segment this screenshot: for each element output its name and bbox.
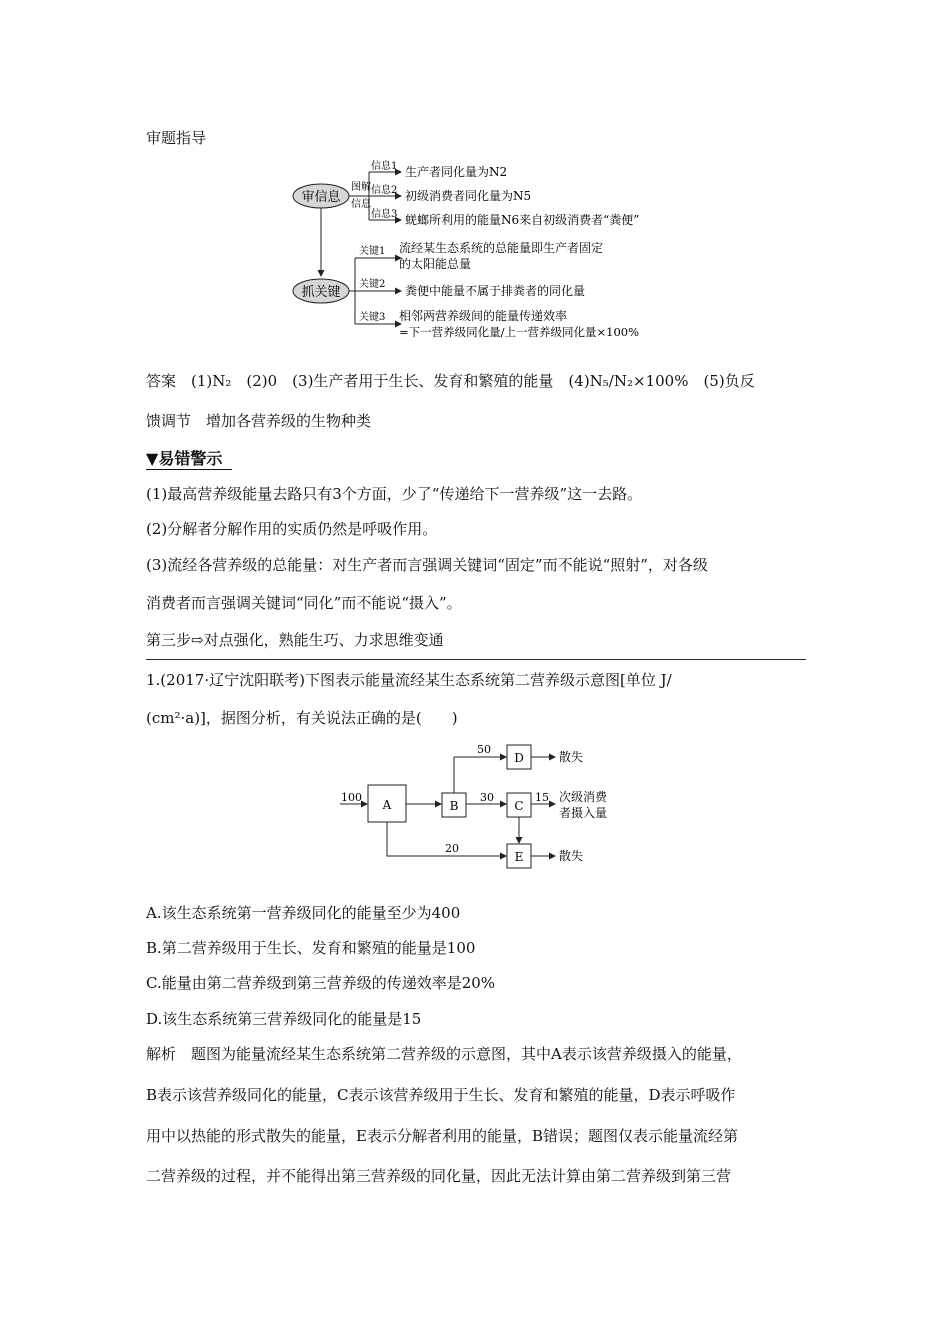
option-b: B.第二营养级用于生长、发育和繁殖的能量是100	[146, 939, 476, 957]
section-heading: 审题指导	[146, 129, 207, 147]
key1-line-1: 流经某生态系统的总能量即生产者固定	[399, 241, 604, 255]
arrow-b-d	[454, 757, 506, 793]
option-a: A.该生态系统第一营养级同化的能量至少为400	[146, 904, 461, 922]
option-c: C.能量由第二营养级到第三营养级的传递效率是20%	[146, 974, 496, 992]
warning-title-text: 易错警示	[158, 449, 223, 468]
c-out-label-2: 者摄入量	[559, 806, 608, 820]
analysis-line-4: 二营养级的过程，并不能得出第三营养级的同化量，因此无法计算由第二营养级到第三营	[146, 1167, 732, 1185]
energy-flow-diagram	[335, 738, 635, 874]
a-to-e-value: 20	[445, 842, 459, 855]
step3-heading: 第三步⇨对点强化，熟能生巧、力求思维变通	[146, 631, 444, 649]
question-line-2: (cm²·a)]，据图分析，有关说法正确的是( )	[146, 709, 458, 727]
key-tag-1: 关键1	[359, 246, 386, 257]
warning-item-2: (2)分解者分解作用的实质仍然是呼吸作用。	[146, 520, 438, 538]
e-out-label: 散失	[559, 849, 584, 863]
answer-line-2: 馈调节 增加各营养级的生物种类	[146, 412, 372, 430]
b-to-d-value: 50	[477, 743, 491, 756]
key3-line-1: 相邻两营养级间的能量传递效率	[399, 309, 568, 323]
root-label-1: 审信息	[301, 190, 341, 205]
warning-triangle-icon: ▼	[146, 449, 159, 468]
option-d: D.该生态系统第三营养级同化的能量是15	[146, 1010, 422, 1028]
info-text-3: 蜣螂所利用的能量N6来自初级消费者“粪便”	[405, 213, 640, 227]
box-a-label: A	[382, 798, 392, 812]
box-b-label: B	[449, 799, 459, 813]
analysis-line-1: 解析 题图为能量流经某生态系统第二营养级的示意图，其中A表示该营养级摄入的能量，	[146, 1045, 742, 1063]
analysis-line-3: 用中以热能的形式散失的能量，E表示分解者利用的能量，B错误；题图仅表示能量流经第	[146, 1127, 738, 1145]
box-c-label: C	[514, 799, 524, 813]
info-text-1: 生产者同化量为N2	[405, 165, 508, 179]
key-tag-2: 关键2	[359, 279, 386, 290]
c-out-value: 15	[535, 791, 549, 804]
key1-line-2: 的太阳能总量	[399, 257, 472, 271]
warning-item-3: (3)流经各营养级的总能量：对生产者而言强调关键词“固定”而不能说“照射”，对各级	[146, 556, 708, 574]
side-label-bottom: 信息	[351, 199, 371, 210]
answer-line-1: 答案 (1)N₂ (2)0 (3)生产者用于生长、发育和繁殖的能量 (4)N₅/N₂×100% (5)负反	[146, 372, 755, 390]
root-label-2: 抓关键	[301, 285, 341, 300]
c-out-label-1: 次级消费	[559, 790, 608, 804]
guide-diagram	[285, 150, 705, 350]
question-line-1: 1.(2017·辽宁沈阳联考)下图表示能量流经某生态系统第二营养级示意图[单位 J/	[146, 671, 672, 689]
divider	[146, 659, 806, 660]
side-label-top: 图解	[351, 182, 371, 193]
key-tag-3: 关键3	[359, 312, 386, 323]
warning-title	[146, 446, 232, 470]
warning-item-1: (1)最高营养级能量去路只有3个方面，少了“传递给下一营养级”这一去路。	[146, 485, 643, 503]
warning-item-3-cont: 消费者而言强调关键词“同化”而不能说“摄入”。	[146, 594, 462, 612]
box-e-label: E	[514, 850, 524, 864]
in-value: 100	[341, 791, 362, 804]
info-tag-1: 信息1	[371, 161, 398, 172]
key2-text: 粪便中能量不属于排粪者的同化量	[405, 284, 586, 298]
d-out-label: 散失	[559, 750, 584, 764]
info-tag-2: 信息2	[371, 185, 398, 196]
info-tag-3: 信息3	[371, 209, 398, 220]
box-d-label: D	[514, 751, 524, 765]
b-to-c-value: 30	[480, 791, 494, 804]
key3-line-2: =下一营养级同化量/上一营养级同化量×100%	[399, 325, 640, 339]
analysis-line-2: B表示该营养级同化的能量，C表示该营养级用于生长、发育和繁殖的能量，D表示呼吸作	[146, 1086, 736, 1104]
info-text-2: 初级消费者同化量为N5	[405, 189, 532, 203]
